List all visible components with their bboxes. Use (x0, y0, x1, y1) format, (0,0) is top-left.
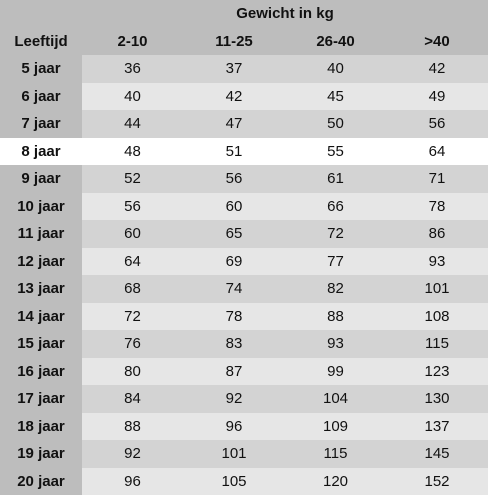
table-cell: 78 (386, 193, 488, 221)
table-cell: 56 (183, 165, 285, 193)
table-cell: 52 (82, 165, 183, 193)
table-row (0, 385, 488, 413)
table-cell: 55 (285, 138, 386, 166)
table-cell: 71 (386, 165, 488, 193)
weight-group-header (82, 0, 488, 28)
row-label: 11 jaar (0, 220, 82, 248)
table-row (0, 413, 488, 441)
table-cell: 61 (285, 165, 386, 193)
table-cell: 56 (386, 110, 488, 138)
table-cell: 49 (386, 83, 488, 111)
table-cell: 80 (82, 358, 183, 386)
row-label: 16 jaar (0, 358, 82, 386)
table-cell: 88 (285, 303, 386, 331)
table-row (0, 275, 488, 303)
table-cell: 93 (386, 248, 488, 276)
table-cell: 92 (183, 385, 285, 413)
table-cell: 109 (285, 413, 386, 441)
weight-group-header-label: Gewicht in kg (236, 4, 334, 22)
table-cell: 72 (285, 220, 386, 248)
row-label: 6 jaar (0, 83, 82, 111)
table-cell: 56 (82, 193, 183, 221)
table-cell: 44 (82, 110, 183, 138)
row-label: 18 jaar (0, 413, 82, 441)
table-cell: 99 (285, 358, 386, 386)
table-cell: 48 (82, 138, 183, 166)
table-row (0, 165, 488, 193)
row-label: 7 jaar (0, 110, 82, 138)
table-cell: 47 (183, 110, 285, 138)
table-row (0, 330, 488, 358)
table-cell: 51 (183, 138, 285, 166)
table-cell: 60 (82, 220, 183, 248)
table-cell: 77 (285, 248, 386, 276)
table-row (0, 193, 488, 221)
row-label: 12 jaar (0, 248, 82, 276)
table-cell: 45 (285, 83, 386, 111)
row-label: 19 jaar (0, 440, 82, 468)
table-row (0, 55, 488, 83)
table-cell: 101 (386, 275, 488, 303)
table-cell: 88 (82, 413, 183, 441)
table-cell: 137 (386, 413, 488, 441)
table-row (0, 138, 488, 166)
table-cell: 69 (183, 248, 285, 276)
table-cell: 78 (183, 303, 285, 331)
row-label: 14 jaar (0, 303, 82, 331)
row-label: 13 jaar (0, 275, 82, 303)
table-cell: 87 (183, 358, 285, 386)
table-row (0, 83, 488, 111)
table-cell: 42 (183, 83, 285, 111)
row-label: 8 jaar (0, 138, 82, 166)
table-cell: 152 (386, 468, 488, 495)
table-cell: 40 (285, 55, 386, 83)
table-cell: 120 (285, 468, 386, 495)
column-header: 11-25 (215, 33, 253, 50)
table-cell: 74 (183, 275, 285, 303)
table-cell: 37 (183, 55, 285, 83)
table-cell: 115 (285, 440, 386, 468)
table-cell: 64 (386, 138, 488, 166)
table-cell: 101 (183, 440, 285, 468)
table-row (0, 468, 488, 495)
table-cell: 82 (285, 275, 386, 303)
table-row (0, 440, 488, 468)
table-cell: 96 (82, 468, 183, 495)
table-cell: 105 (183, 468, 285, 495)
column-header: 2-10 (117, 33, 148, 50)
table-row (0, 220, 488, 248)
table-cell: 66 (285, 193, 386, 221)
table-cell: 123 (386, 358, 488, 386)
table-cell: 130 (386, 385, 488, 413)
table-cell: 36 (82, 55, 183, 83)
table-cell: 40 (82, 83, 183, 111)
table-cell: 65 (183, 220, 285, 248)
column-header: >40 (424, 33, 450, 50)
table-cell: 96 (183, 413, 285, 441)
table-cell: 83 (183, 330, 285, 358)
table-cell: 93 (285, 330, 386, 358)
column-header: 26-40 (316, 33, 355, 50)
table-cell: 50 (285, 110, 386, 138)
table-cell: 64 (82, 248, 183, 276)
table-row (0, 248, 488, 276)
table-cell: 72 (82, 303, 183, 331)
table-cell: 76 (82, 330, 183, 358)
column-header-row (0, 28, 488, 55)
table-cell: 60 (183, 193, 285, 221)
table-cell: 68 (82, 275, 183, 303)
table-cell: 86 (386, 220, 488, 248)
table-row (0, 358, 488, 386)
table-cell: 145 (386, 440, 488, 468)
table-row (0, 110, 488, 138)
table-cell: 84 (82, 385, 183, 413)
table-cell: 115 (386, 330, 488, 358)
table-cell: 42 (386, 55, 488, 83)
table-cell: 104 (285, 385, 386, 413)
row-label: 15 jaar (0, 330, 82, 358)
table-body (0, 55, 488, 495)
table-cell: 108 (386, 303, 488, 331)
row-label: 9 jaar (0, 165, 82, 193)
table-cell: 92 (82, 440, 183, 468)
table-row (0, 303, 488, 331)
row-label: 5 jaar (0, 55, 82, 83)
row-label: 10 jaar (0, 193, 82, 221)
table-corner (0, 0, 82, 28)
row-label: 20 jaar (0, 468, 82, 495)
age-column-header: Leeftijd (14, 33, 68, 50)
row-label: 17 jaar (0, 385, 82, 413)
